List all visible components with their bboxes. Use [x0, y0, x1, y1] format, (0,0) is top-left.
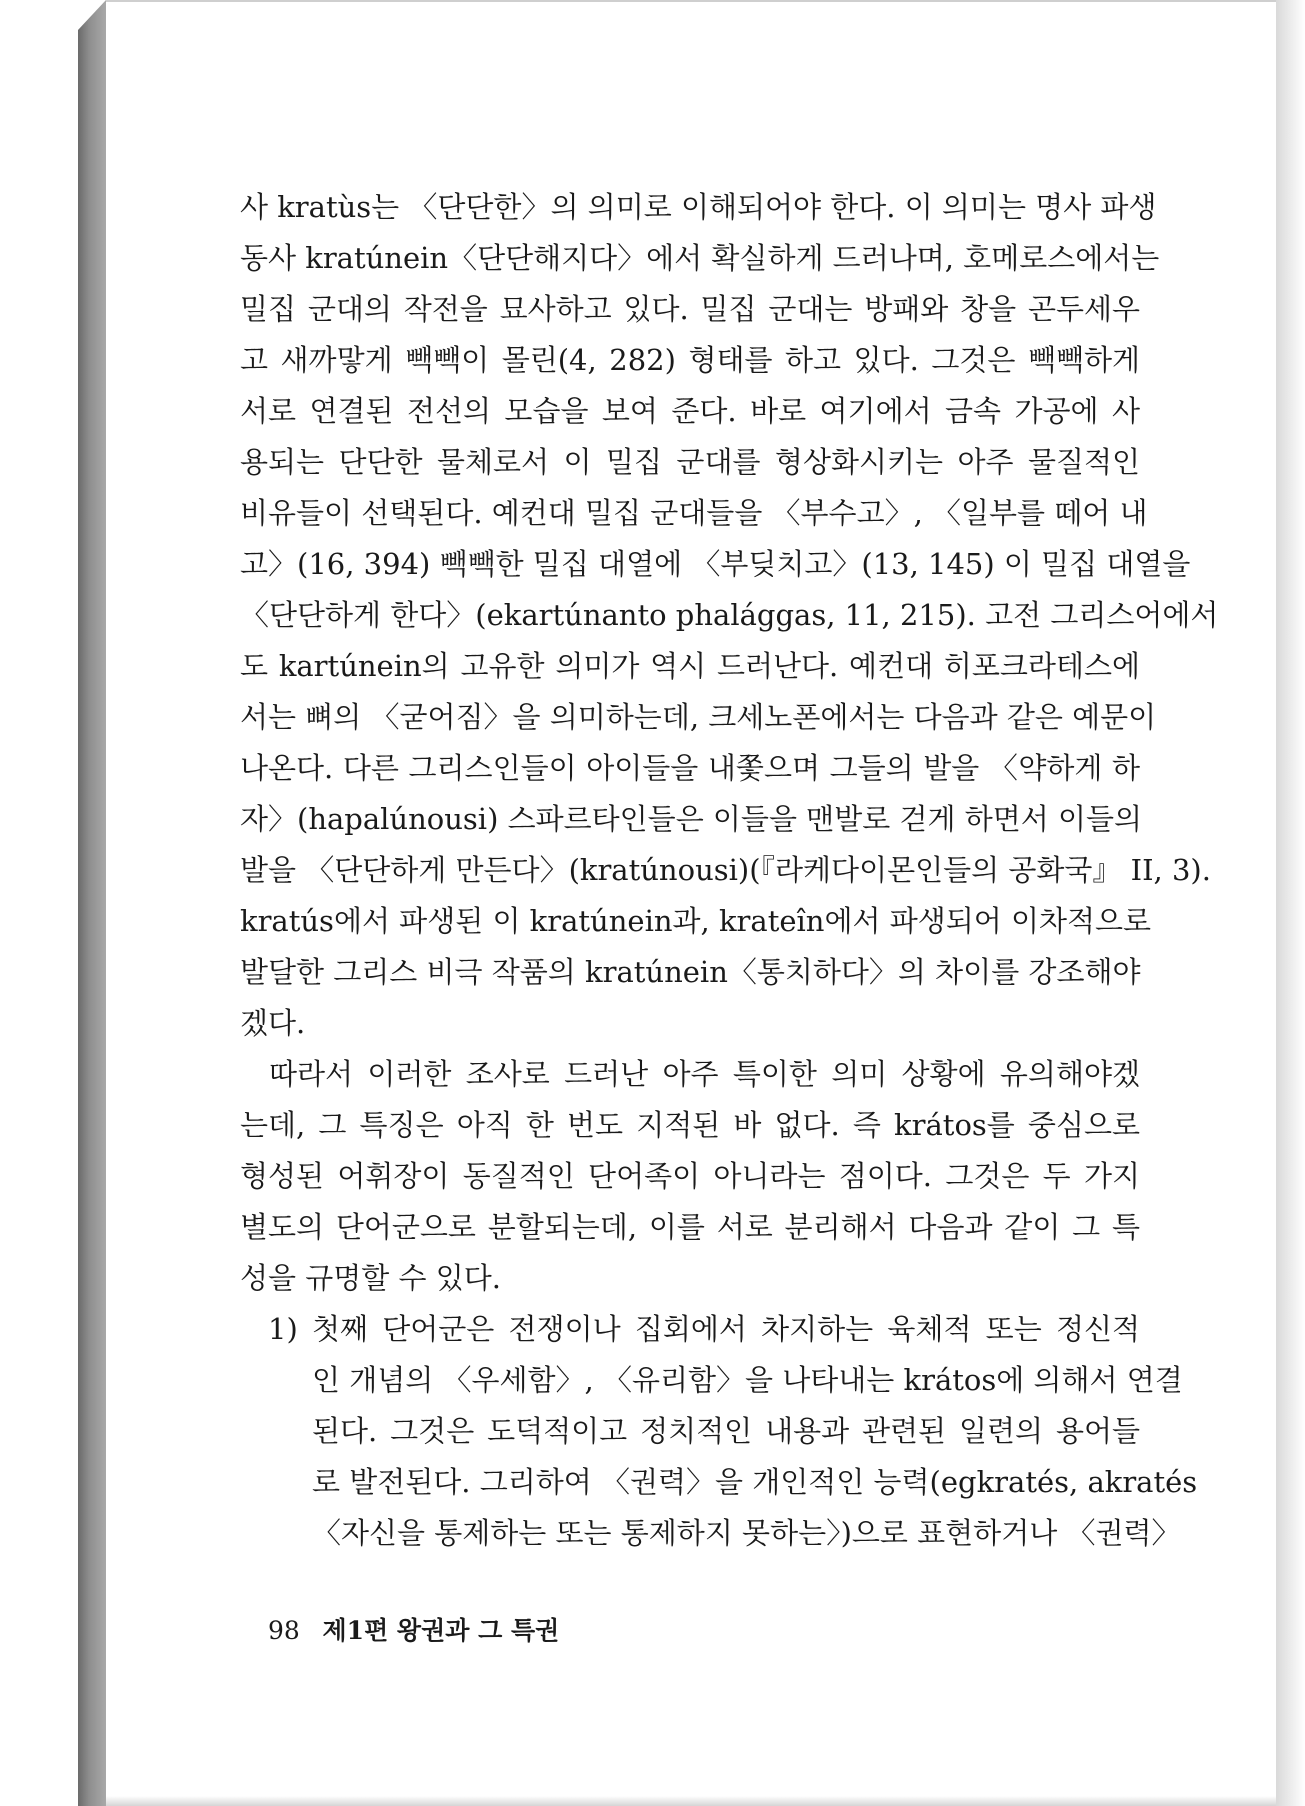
text-line: 서는 뼈의 〈굳어짐〉을 의미하는데, 크세노폰에서는 다음과 같은 예문이 — [240, 700, 1157, 734]
text-line: 별도의 단어군으로 분할되는데, 이를 서로 분리해서 다음과 같이 그 특 — [240, 1210, 1140, 1244]
paragraph-2 — [240, 1049, 1140, 1304]
page-bottom-edge — [106, 1796, 1276, 1806]
text-line: 〈자신을 통제하는 또는 통제하지 못하는〉)으로 표현하거나 〈권력〉 — [312, 1516, 1181, 1550]
book-spine-corner — [78, 0, 106, 30]
text-line: 고〉(16, 394) 빽빽한 밀집 대열에 〈부딪치고〉(13, 145) 이 밀집 대열을 — [240, 547, 1191, 581]
text-line: 첫째 단어군은 전쟁이나 집회에서 차지하는 육체적 또는 정신적 — [312, 1312, 1140, 1346]
book-spine-edge — [78, 0, 106, 1806]
text-line: 성을 규명할 수 있다. — [240, 1261, 501, 1295]
page-footer — [268, 1611, 559, 1647]
paragraph-1 — [240, 182, 1219, 1049]
text-line: 는데, 그 특징은 아직 한 번도 지적된 바 없다. 즉 krátos를 중심으로 — [240, 1108, 1140, 1142]
list-marker: 1) — [268, 1312, 298, 1346]
text-line: 서로 연결된 전선의 모습을 보여 준다. 바로 여기에서 금속 가공에 사 — [240, 394, 1140, 428]
page-number: 98 — [268, 1616, 300, 1645]
text-line: 도 kartúnein의 고유한 의미가 역시 드러난다. 예컨대 히포크라테스에 — [240, 649, 1140, 683]
text-line: 사 kratùs는 〈단단한〉의 의미로 이해되어야 한다. 이 의미는 명사 파생 — [240, 190, 1157, 224]
text-line: 인 개념의 〈우세함〉, 〈유리함〉을 나타내는 krátos에 의해서 연결 — [312, 1363, 1183, 1397]
text-line: 자〉(hapalúnousi) 스파르타인들은 이들을 맨발로 걷게 하면서 이들의 — [240, 802, 1142, 836]
text-line: 나온다. 다른 그리스인들이 아이들을 내쫓으며 그들의 발을 〈약하게 하 — [240, 751, 1140, 785]
text-line: 따라서 이러한 조사로 드러난 아주 특이한 의미 상황에 유의해야겠 — [269, 1057, 1140, 1091]
text-line: 발달한 그리스 비극 작품의 kratúnein〈통치하다〉의 차이를 강조해야 — [240, 955, 1141, 989]
text-line: 비유들이 선택된다. 예컨대 밀집 군대들을 〈부수고〉, 〈일부를 떼어 내 — [240, 496, 1148, 530]
text-line: 로 발전된다. 그리하여 〈권력〉을 개인적인 능력(egkratés, akratés — [312, 1465, 1198, 1499]
page-right-shadow — [1276, 0, 1305, 1806]
list-item-1 — [240, 1304, 1198, 1559]
page-body-text — [240, 182, 1219, 1559]
running-head: 제1편 왕권과 그 특권 — [322, 1616, 560, 1645]
text-line: 밀집 군대의 작전을 묘사하고 있다. 밀집 군대는 방패와 창을 곤두세우 — [240, 292, 1140, 326]
text-line: 겠다. — [240, 1006, 306, 1040]
text-line: 된다. 그것은 도덕적이고 정치적인 내용과 관련된 일련의 용어들 — [312, 1414, 1140, 1448]
text-line: 형성된 어휘장이 동질적인 단어족이 아니라는 점이다. 그것은 두 가지 — [240, 1159, 1140, 1193]
text-line: kratús에서 파생된 이 kratúnein과, krateîn에서 파생되어 이차적으로 — [240, 904, 1152, 938]
text-line: 고 새까맣게 빽빽이 몰린(4, 282) 형태를 하고 있다. 그것은 빽빽하게 — [240, 343, 1140, 377]
text-line: 동사 kratúnein〈단단해지다〉에서 확실하게 드러나며, 호메로스에서는 — [240, 241, 1160, 275]
text-line: 용되는 단단한 물체로서 이 밀집 군대를 형상화시키는 아주 물질적인 — [240, 445, 1140, 479]
list-item-body — [312, 1304, 1198, 1559]
text-line: 발을 〈단단하게 만든다〉(kratúnousi)(『라케다이몬인들의 공화국』 II, 3). — [240, 853, 1211, 887]
text-line: 〈단단하게 한다〉(ekartúnanto phalággas, 11, 215). 고전 그리스어에서 — [240, 598, 1219, 632]
